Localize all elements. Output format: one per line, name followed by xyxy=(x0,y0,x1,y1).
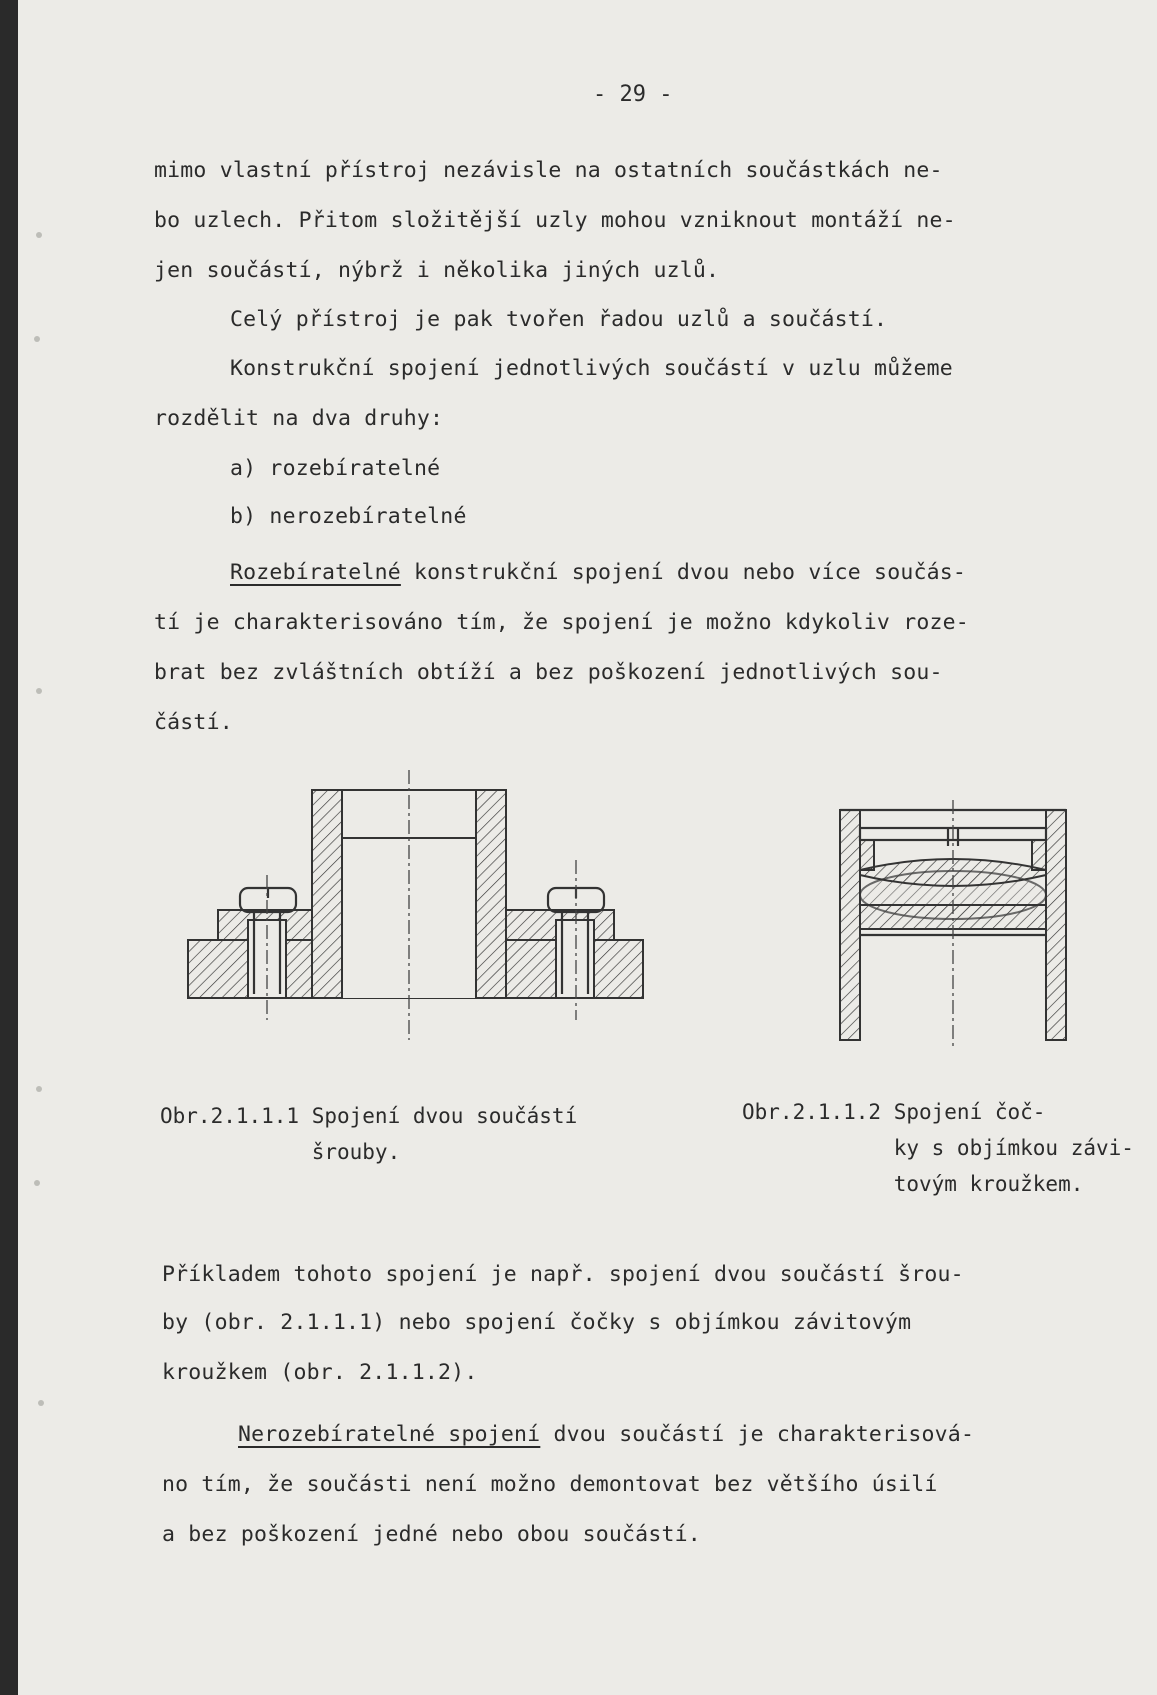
list-item: a) rozebíratelné xyxy=(230,456,441,481)
punch-hole xyxy=(34,336,40,342)
page-number: - 29 - xyxy=(593,82,673,107)
text-line: jen součástí, nýbrž i několika jiných uzlů. xyxy=(154,258,720,283)
figure-2-caption: Obr.2.1.1.2 Spojení čoč- ky s objímkou závi- tovým kroužkem. xyxy=(742,1100,1134,1196)
document-page xyxy=(18,0,1157,1695)
text-line: Příkladem tohoto spojení je např. spojení dvou součástí šrou- xyxy=(162,1262,964,1287)
text-line: částí. xyxy=(154,710,233,735)
text-line: mimo vlastní přístroj nezávisle na ostatních součástkách ne- xyxy=(154,158,943,183)
punch-hole xyxy=(36,1086,42,1092)
text-line: rozdělit na dva druhy: xyxy=(154,406,444,431)
text-line: tí je charakterisováno tím, že spojení je možno kdykoliv roze- xyxy=(154,610,969,635)
figures-drawing xyxy=(18,760,1157,1080)
text-line: kroužkem (obr. 2.1.1.2). xyxy=(162,1360,478,1385)
text-line: Celý přístroj je pak tvořen řadou uzlů a součástí. xyxy=(230,307,888,332)
figure-2-lens-mount xyxy=(840,800,1066,1050)
figure-1-screw-joint xyxy=(188,770,643,1040)
punch-hole xyxy=(36,688,42,694)
text-line: Rozebíratelné konstrukční spojení dvou nebo více součás- xyxy=(230,560,967,585)
text-line: Nerozebíratelné spojení dvou součástí je charakterisová- xyxy=(238,1422,975,1447)
punch-hole xyxy=(36,232,42,238)
punch-hole xyxy=(34,1180,40,1186)
term-underlined: Rozebíratelné xyxy=(230,560,401,585)
text-line: Konstrukční spojení jednotlivých součástí v uzlu můžeme xyxy=(230,356,953,381)
text-line: brat bez zvláštních obtíží a bez poškození jednotlivých sou- xyxy=(154,660,943,685)
list-item: b) nerozebíratelné xyxy=(230,504,467,529)
punch-hole xyxy=(38,1400,44,1406)
text-line: a bez poškození jedné nebo obou součástí. xyxy=(162,1522,701,1547)
text-line: no tím, že součásti není možno demontovat bez většího úsilí xyxy=(162,1472,938,1497)
text-line: by (obr. 2.1.1.1) nebo spojení čočky s objímkou závitovým xyxy=(162,1310,912,1335)
term-underlined: Nerozebíratelné spojení xyxy=(238,1422,541,1447)
text-line: bo uzlech. Přitom složitější uzly mohou vzniknout montáží ne- xyxy=(154,208,956,233)
figure-1-caption: Obr.2.1.1.1 Spojení dvou součástí šrouby. xyxy=(160,1104,578,1164)
